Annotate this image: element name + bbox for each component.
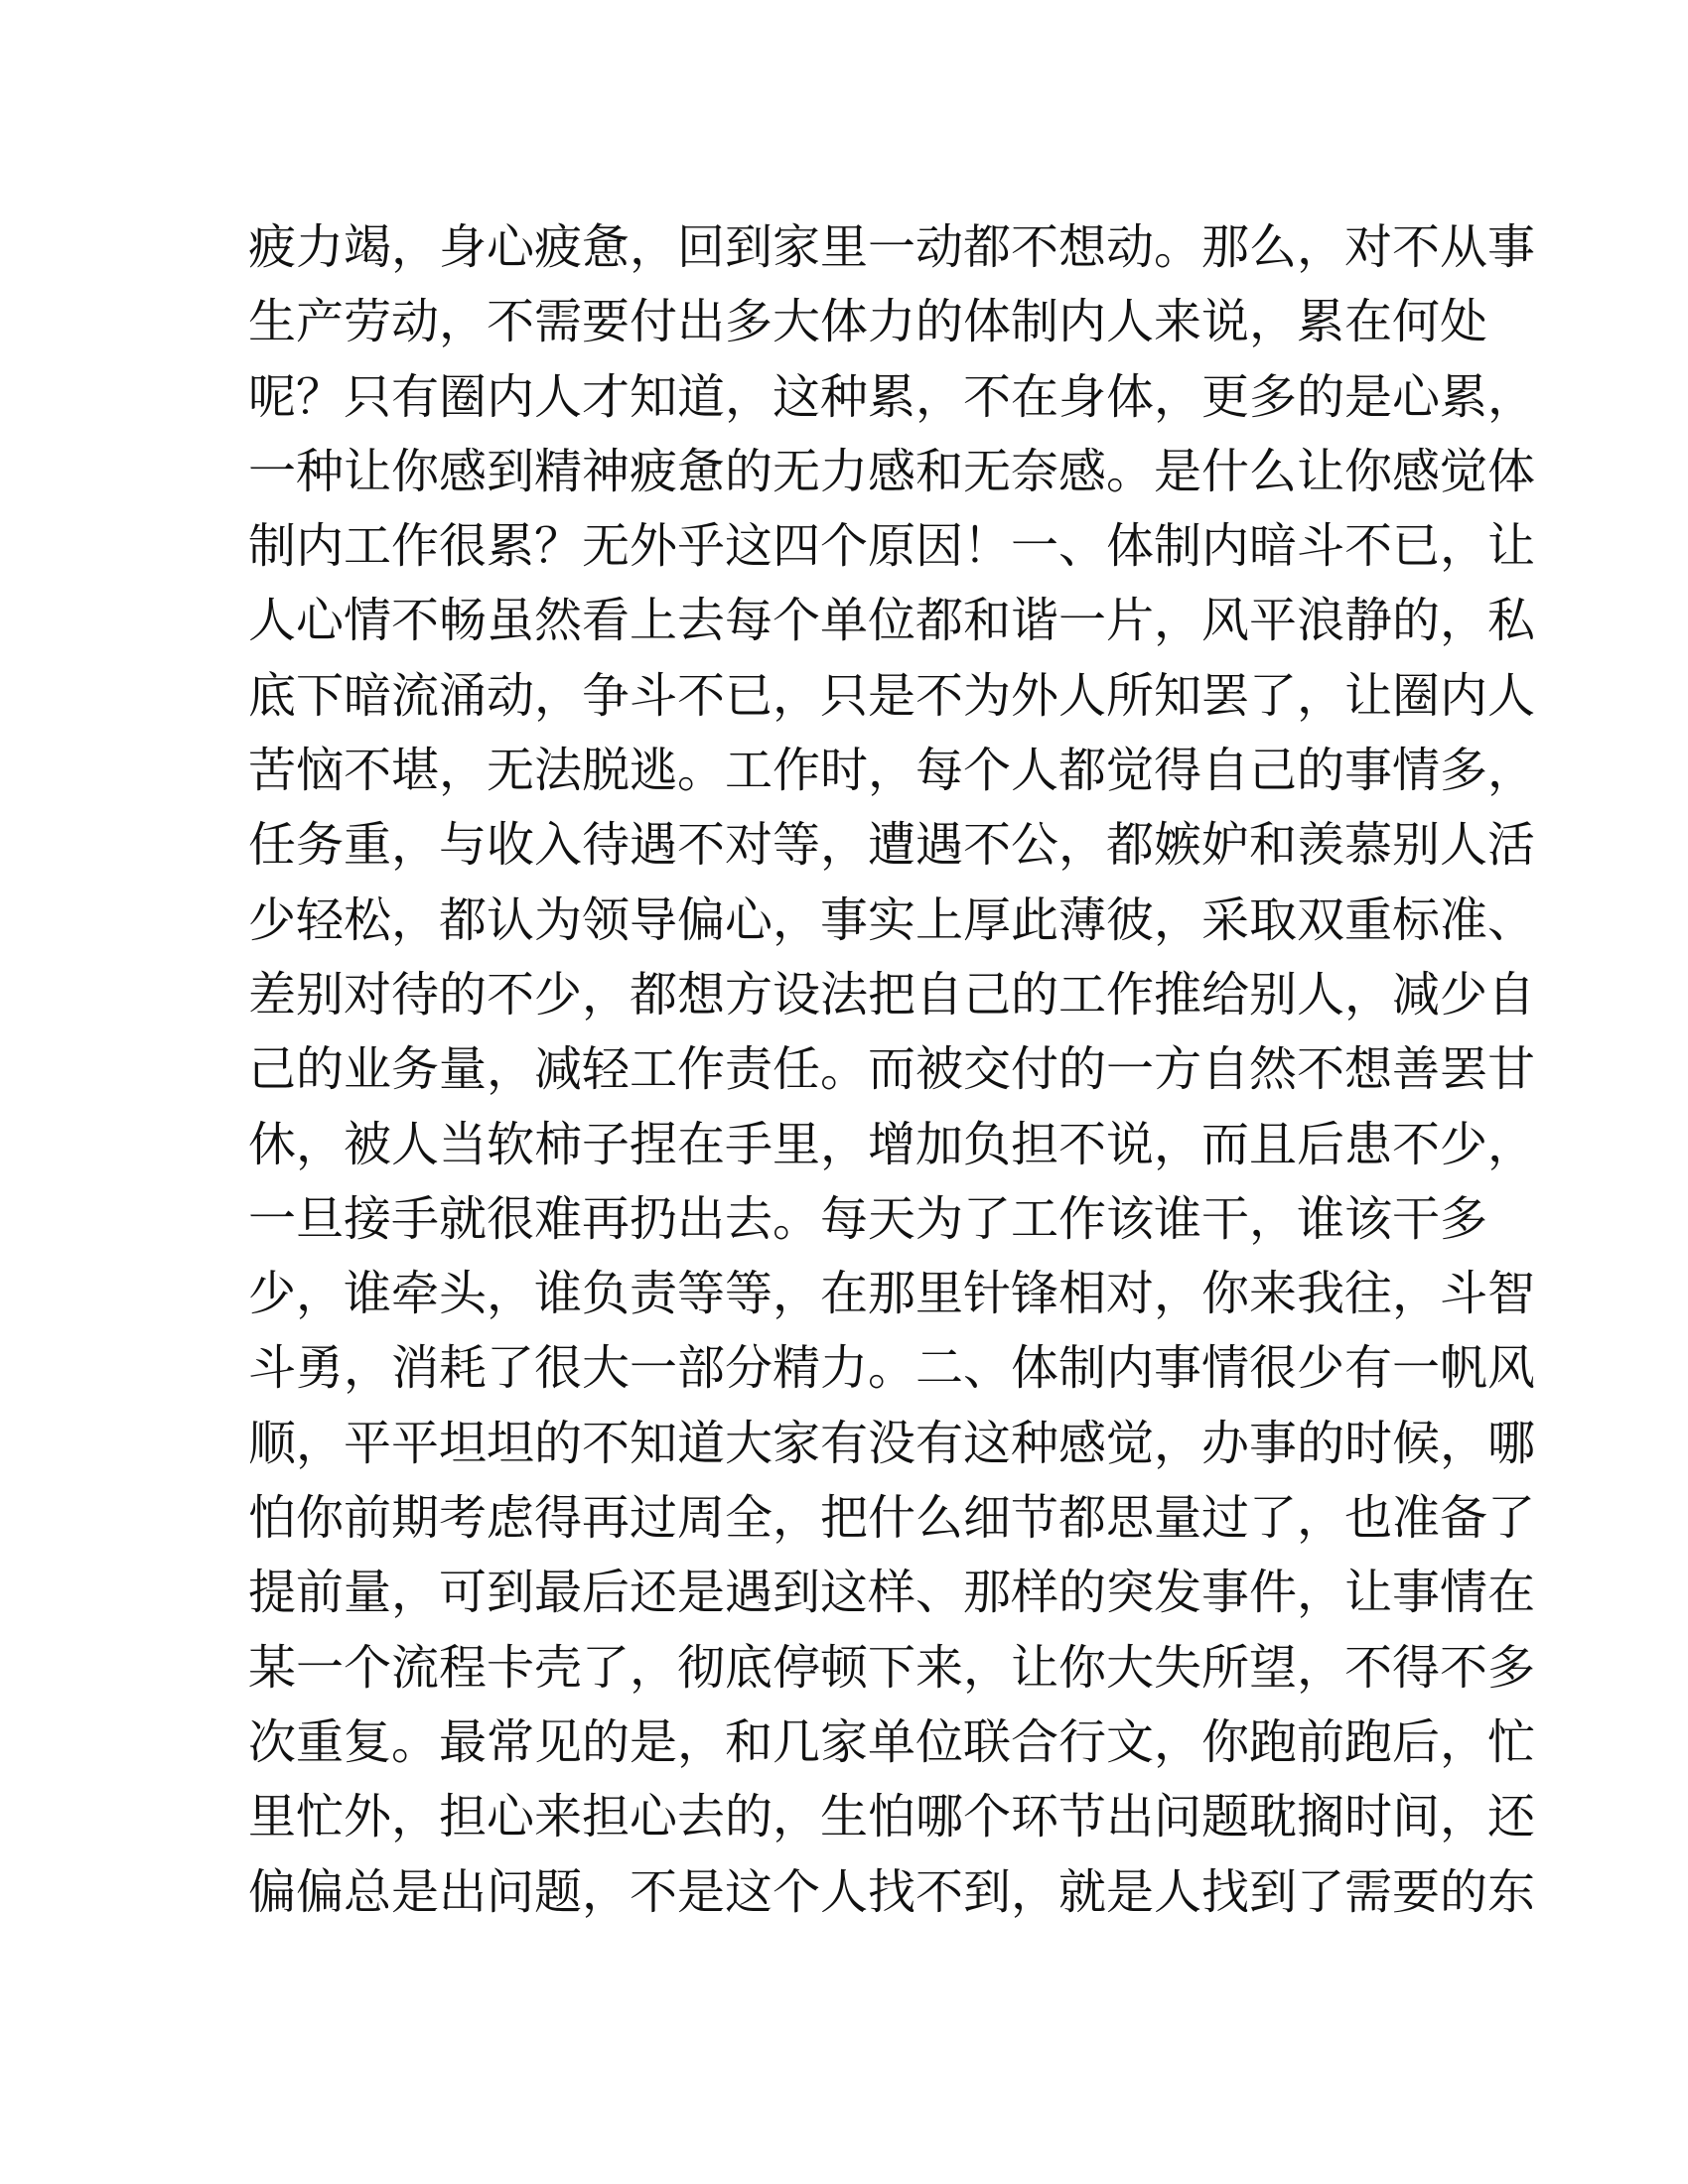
text-line: 人心情不畅虽然看上去每个单位都和谐一片，风平浪静的，私 bbox=[248, 593, 1536, 649]
text-line: 呢？只有圈内人才知道，这种累，不在身体，更多的是心累， bbox=[248, 368, 1536, 425]
text-line: 苦恼不堪，无法脱逃。工作时，每个人都觉得自己的事情多， bbox=[248, 743, 1536, 799]
text-line: 休，被人当软柿子捏在手里，增加负担不说，而且后患不少， bbox=[248, 1116, 1536, 1172]
text-line: 制内工作很累？无外乎这四个原因！一、体制内暗斗不已，让 bbox=[248, 518, 1536, 575]
text-line: 一旦接手就很难再扔出去。每天为了工作该谁干，谁该干多 bbox=[248, 1190, 1488, 1247]
text-line: 次重复。最常见的是，和几家单位联合行文，你跑前跑后，忙 bbox=[248, 1713, 1536, 1770]
text-line: 己的业务量，减轻工作责任。而被交付的一方自然不想善罢甘 bbox=[248, 1041, 1536, 1098]
body-text bbox=[248, 210, 1536, 1930]
text-line: 底下暗流涌动，争斗不已，只是不为外人所知罢了，让圈内人 bbox=[248, 667, 1536, 724]
text-line: 生产劳动，不需要付出多大体力的体制内人来说，累在何处 bbox=[248, 294, 1488, 350]
text-line: 偏偏总是出问题，不是这个人找不到，就是人找到了需要的东 bbox=[248, 1863, 1536, 1920]
text-line: 怕你前期考虑得再过周全，把什么细节都思量过了，也准备了 bbox=[248, 1490, 1536, 1547]
text-line: 疲力竭，身心疲惫，回到家里一动都不想动。那么，对不从事 bbox=[248, 219, 1536, 275]
text-line: 顺，平平坦坦的不知道大家有没有这种感觉，办事的时候，哪 bbox=[248, 1415, 1536, 1471]
text-line: 任务重，与收入待遇不对等，遭遇不公，都嫉妒和羡慕别人活 bbox=[248, 817, 1536, 874]
text-line: 一种让你感到精神疲惫的无力感和无奈感。是什么让你感觉体 bbox=[248, 443, 1536, 499]
text-line: 斗勇，消耗了很大一部分精力。二、体制内事情很少有一帆风 bbox=[248, 1340, 1536, 1397]
text-line: 少，谁牵头，谁负责等等，在那里针锋相对，你来我往，斗智 bbox=[248, 1266, 1536, 1322]
text-line: 里忙外，担心来担心去的，生怕哪个环节出问题耽搁时间，还 bbox=[248, 1789, 1536, 1845]
text-line: 差别对待的不少，都想方设法把自己的工作推给别人，减少自 bbox=[248, 966, 1536, 1023]
text-line: 某一个流程卡壳了，彻底停顿下来，让你大失所望，不得不多 bbox=[248, 1639, 1536, 1696]
text-line: 少轻松，都认为领导偏心，事实上厚此薄彼，采取双重标准、 bbox=[248, 891, 1536, 948]
text-line: 提前量，可到最后还是遇到这样、那样的突发事件，让事情在 bbox=[248, 1565, 1536, 1621]
